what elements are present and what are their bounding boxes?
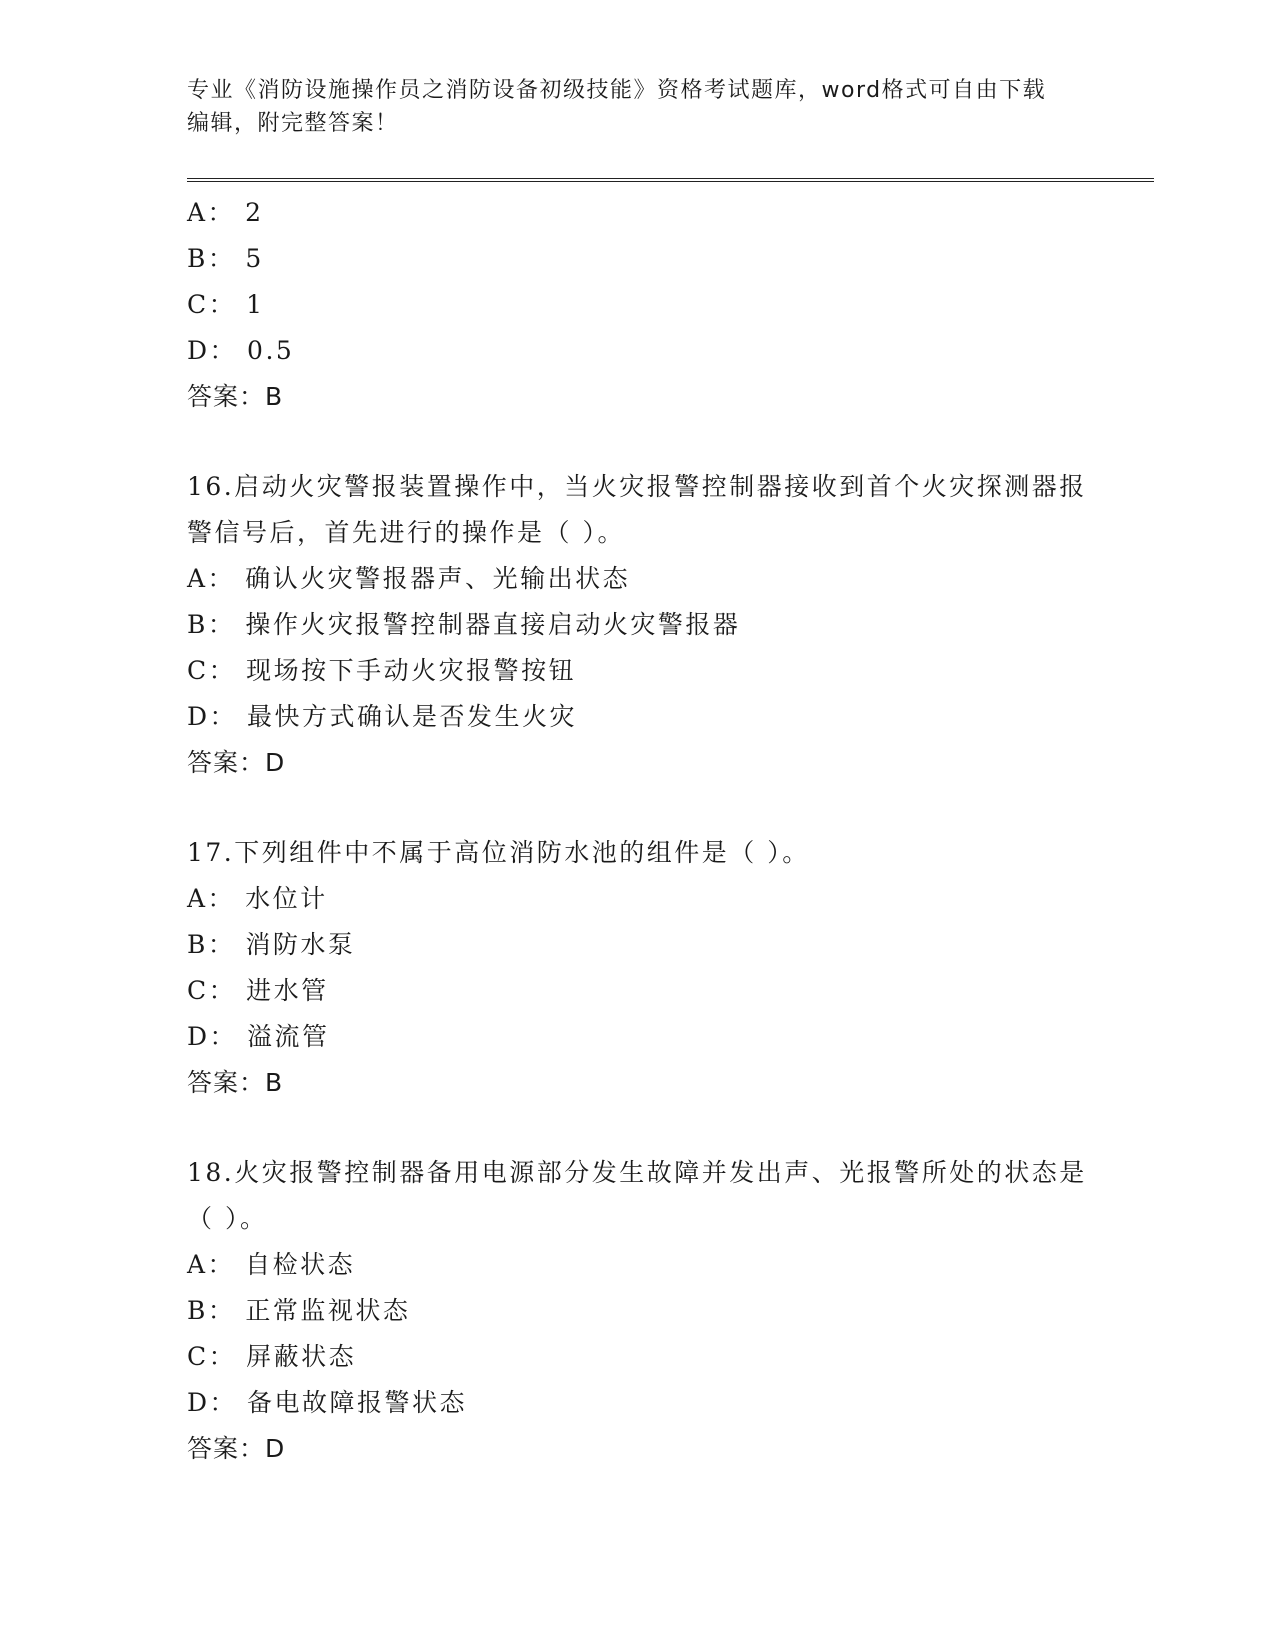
answer: 答案：B [187,1068,284,1097]
question-text: 启动火灾警报装置操作中，当火灾报警控制器接收到首个火灾探测器报警信号后，首先进行的操作是（ ）。 [187,472,1087,547]
option-b: B： 操作火灾报警控制器直接启动火灾警报器 [187,610,741,639]
option-b: B： 5 [187,244,264,273]
header-text: 专业《消防设施操作员之消防设备初级技能》资格考试题库，word格式可自由下载编辑，附完整答案！ [187,78,1047,136]
option-d: D： 0.5 [187,336,295,365]
answer: 答案：B [187,382,284,411]
option-c: C： 现场按下手动火灾报警按钮 [187,656,577,685]
header-divider [187,178,1154,182]
option-a: A： 确认火灾警报器声、光输出状态 [187,564,631,593]
question-stem [187,1150,1087,1242]
question-number: 18. [187,1158,235,1187]
option-d: D： 最快方式确认是否发生火灾 [187,702,578,731]
partial-question [187,190,1087,420]
option-a: A： 水位计 [187,884,328,913]
question-17 [187,830,1087,1106]
option-c: C： 屏蔽状态 [187,1342,357,1371]
option-b: B： 消防水泵 [187,930,356,959]
answer: 答案：D [187,1434,286,1463]
question-16 [187,464,1087,786]
question-number: 17. [187,838,235,867]
document-header [187,74,1067,140]
option-a: A： 2 [187,198,264,227]
question-stem [187,464,1087,556]
option-a: A： 自检状态 [187,1250,356,1279]
question-text: 火灾报警控制器备用电源部分发生故障并发出声、光报警所处的状态是（ ）。 [187,1158,1087,1233]
option-d: D： 溢流管 [187,1022,330,1051]
question-text: 下列组件中不属于高位消防水池的组件是（ ）。 [234,838,810,867]
option-c: C： 1 [187,290,265,319]
option-c: C： 进水管 [187,976,329,1005]
question-number: 16. [187,472,235,501]
question-stem [187,830,1087,876]
option-d: D： 备电故障报警状态 [187,1388,468,1417]
answer: 答案：D [187,748,286,777]
option-b: B： 正常监视状态 [187,1296,411,1325]
question-list [187,190,1087,1472]
question-18 [187,1150,1087,1472]
